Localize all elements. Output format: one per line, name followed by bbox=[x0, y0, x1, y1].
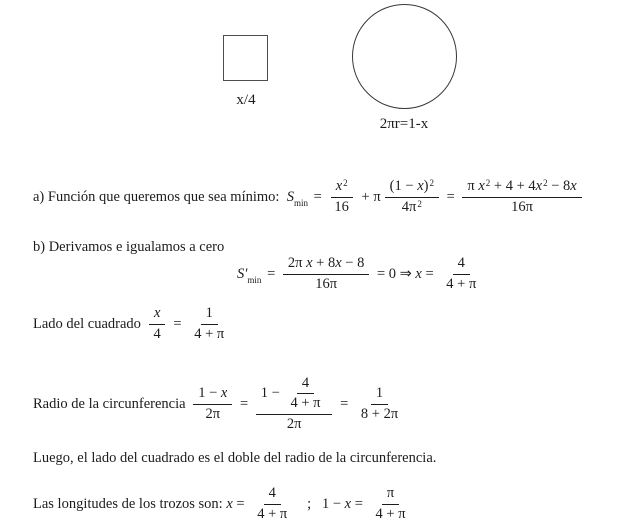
var-x: x bbox=[344, 495, 352, 512]
fraction-1minusx2-over-4pi2 bbox=[385, 178, 439, 216]
var-x: x bbox=[220, 385, 228, 402]
equals-sign: = bbox=[421, 265, 438, 282]
denominator: 4 bbox=[153, 325, 161, 342]
denominator: 4 + π bbox=[446, 275, 477, 292]
numerator bbox=[283, 255, 369, 274]
fraction-expanded-over-16pi bbox=[462, 178, 581, 216]
denominator: 2π bbox=[286, 415, 302, 432]
exponent-2: 2 bbox=[343, 178, 348, 189]
inner-fraction-4-over-4pluspi bbox=[285, 375, 325, 413]
math-token: − 8 bbox=[341, 255, 365, 272]
math-token: + 8 bbox=[312, 255, 336, 272]
equals-zero-implies: = 0 ⇒ bbox=[373, 265, 416, 282]
plus-sign: + bbox=[357, 188, 374, 205]
circle-radius-text: Radio de la circunferencia bbox=[33, 395, 190, 412]
numerator bbox=[193, 385, 232, 404]
circle-shape bbox=[352, 4, 457, 109]
equals-sign: = bbox=[309, 188, 326, 205]
numerator bbox=[256, 375, 333, 415]
pi-symbol: π bbox=[467, 178, 479, 195]
den-base: 4π bbox=[401, 198, 417, 215]
fraction-nested bbox=[256, 375, 333, 433]
math-token: 1 − bbox=[198, 385, 221, 402]
fraction-derivative bbox=[283, 255, 369, 293]
square-side-label: x/4 bbox=[236, 92, 256, 108]
square-side-text: Lado del cuadrado bbox=[33, 315, 145, 332]
equals-sign: = bbox=[263, 265, 279, 282]
conclusion-text: Luego, el lado del cuadrado es el doble del radio de la circunferencia. bbox=[33, 450, 437, 466]
fraction-1-over-4pluspi bbox=[189, 305, 229, 343]
var-x: x bbox=[535, 178, 543, 195]
var-x: x bbox=[306, 255, 313, 272]
numerator: 4 bbox=[264, 485, 281, 504]
exponent-2: 2 bbox=[417, 198, 422, 209]
denominator: 4 + π bbox=[290, 395, 321, 412]
denominator: 4 + π bbox=[257, 505, 288, 522]
numerator bbox=[331, 178, 353, 197]
fraction-4-over-4pluspi bbox=[441, 255, 481, 293]
fraction-pi-over-4pluspi bbox=[371, 485, 411, 523]
numerator bbox=[385, 178, 439, 197]
denominator: 16π bbox=[511, 198, 533, 215]
var-x: x bbox=[417, 178, 424, 195]
piece-lengths-line bbox=[33, 481, 415, 527]
equals-sign: = bbox=[442, 188, 459, 205]
equals-sign: = bbox=[169, 315, 186, 332]
square-side-line bbox=[33, 301, 233, 347]
fraction-x2-over-16 bbox=[329, 178, 354, 216]
fraction-1-over-8plus2pi bbox=[356, 385, 403, 423]
s-prime-min-symbol: S′ bbox=[237, 265, 248, 282]
math-token: 2π bbox=[287, 255, 307, 272]
numerator: 1 bbox=[371, 385, 388, 404]
math-token: + 4 + 4 bbox=[490, 178, 536, 195]
step-b-intro: b) Derivamos e igualamos a cero bbox=[33, 239, 225, 255]
circle-radius-line bbox=[33, 367, 407, 441]
numerator: 4 bbox=[453, 255, 470, 274]
exponent-2: 2 bbox=[543, 178, 548, 189]
var-x: x bbox=[226, 495, 233, 512]
min-subscript: min bbox=[293, 198, 308, 209]
denominator: 4 + π bbox=[375, 505, 406, 522]
denominator: 2π bbox=[205, 405, 221, 422]
step-a-line bbox=[33, 168, 586, 226]
denominator: 16 bbox=[334, 198, 349, 215]
var-x: x bbox=[335, 255, 342, 272]
denominator: 4 + π bbox=[194, 325, 225, 342]
paren-open: (1 − bbox=[389, 178, 418, 195]
equals-sign: = bbox=[336, 395, 352, 412]
numerator bbox=[462, 178, 581, 197]
var-x: x bbox=[335, 178, 343, 195]
numerator: 1 bbox=[201, 305, 218, 324]
paren-close: ) bbox=[423, 178, 429, 195]
circle-circumference-label: 2πr=1-x bbox=[379, 116, 429, 132]
fraction-4-over-4pluspi bbox=[252, 485, 292, 523]
min-subscript: min bbox=[247, 275, 262, 286]
denominator: 8 + 2π bbox=[360, 405, 399, 422]
equals-sign: = bbox=[351, 495, 367, 512]
square-shape bbox=[223, 35, 268, 81]
step-b-formula bbox=[237, 252, 485, 296]
equals-sign: = bbox=[236, 395, 252, 412]
exponent-2: 2 bbox=[429, 178, 434, 189]
var-x: x bbox=[478, 178, 485, 195]
var-x: x bbox=[415, 265, 422, 282]
fraction-x-over-4 bbox=[149, 305, 166, 343]
equals-sign: = bbox=[232, 495, 249, 512]
semicolon-separator: ; bbox=[296, 495, 322, 512]
math-token: − 8 bbox=[547, 178, 571, 195]
numerator: 4 bbox=[297, 375, 314, 394]
s-min-symbol: S bbox=[286, 188, 294, 205]
denominator: 16π bbox=[315, 275, 338, 292]
exponent-2: 2 bbox=[485, 178, 491, 189]
math-token: 1 − bbox=[260, 385, 284, 402]
fraction-1minusx-over-2pi bbox=[193, 385, 232, 423]
var-x: x bbox=[570, 178, 577, 195]
piece-lengths-text: Las longitudes de los trozos son: bbox=[33, 495, 227, 512]
step-a-intro: a) Función que queremos que sea mínimo: bbox=[33, 188, 287, 205]
pi-symbol: π bbox=[373, 188, 381, 205]
numerator: x bbox=[149, 305, 165, 324]
numerator: π bbox=[382, 485, 399, 504]
math-token: 1 − bbox=[321, 495, 345, 512]
denominator bbox=[397, 198, 427, 216]
